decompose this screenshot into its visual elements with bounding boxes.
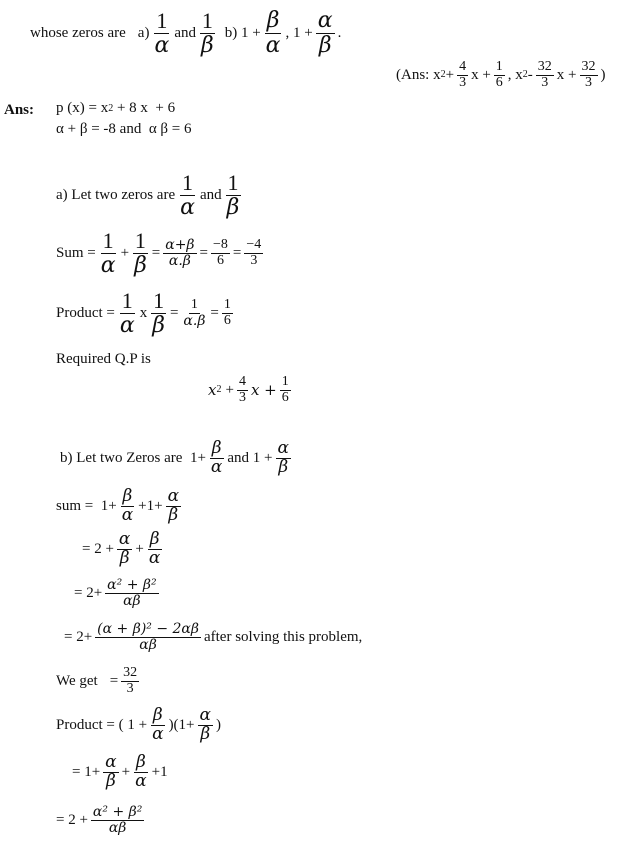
frac-1-6: $\frac{1}{6}$: [495, 58, 503, 90]
eq: =: [232, 244, 242, 261]
frac: $\frac{\beta}{\alpha}$: [135, 751, 147, 791]
pre: = 2 +: [82, 540, 114, 557]
close-paren: ): [600, 66, 606, 83]
x-plus: x +: [556, 66, 577, 83]
frac: $\frac{-4}{3}$: [246, 236, 262, 268]
frac: $\frac{1}{\alpha}$: [100, 228, 116, 278]
mid: +1+: [138, 497, 163, 514]
mid: )(1+: [168, 716, 195, 733]
x-plus: x +: [471, 66, 491, 83]
part-a-label: a): [137, 24, 150, 41]
period: .: [337, 24, 342, 41]
part-b-sum: [56, 486, 184, 526]
we-get-line: [56, 661, 142, 701]
frac: $\frac{\text{α² + β²}}{\alpha\beta}$: [92, 803, 143, 836]
part-b-intro: [60, 438, 294, 478]
frac: $\frac{1}{6}$: [223, 296, 231, 328]
sep: , x: [507, 66, 523, 83]
pre: = 1+: [72, 763, 101, 780]
fraction-beta-over-alpha: $\frac{\beta}{\alpha}$: [265, 8, 281, 58]
eq: =: [109, 672, 119, 689]
frac: $\frac{\alpha}{\beta}$: [105, 751, 117, 791]
frac: $\frac{1}{\beta}$: [152, 288, 165, 338]
eq: =: [169, 304, 179, 321]
eq: =: [199, 244, 208, 261]
ans-prefix: (Ans: x: [396, 66, 441, 83]
frac-1-alpha: $\frac{1}{\alpha}$: [180, 170, 195, 220]
required-qp: x 2 + $\frac{4}{3}$ x + $\frac{1}{6}$: [208, 373, 289, 405]
frac: $\frac{\text{(α + β)² − 2αβ}}{\alpha\beta}$: [97, 620, 199, 653]
ans-label: Ans:: [4, 102, 35, 118]
frac-4-3: $\frac{4}{3}$: [238, 373, 246, 405]
frac: $\frac{\text{α² + β²}}{\alpha\beta}$: [107, 576, 157, 609]
eq: =: [151, 244, 161, 261]
pre: = 2+: [64, 628, 93, 645]
frac: $\frac{\alpha}{\beta}$: [199, 704, 211, 744]
part-b-product-step2: [72, 752, 168, 792]
close: ): [216, 716, 221, 733]
part-a-sum: [56, 230, 266, 276]
x: x: [208, 380, 217, 399]
part-b-sum-step4: [64, 617, 362, 657]
times: x: [139, 304, 148, 321]
poly-pre: p (x) = x: [56, 100, 109, 116]
part-b-product: [56, 705, 221, 745]
frac: $\frac{\alpha}{\beta}$: [277, 437, 289, 477]
frac-32-3: $\frac{32}{3}$: [581, 58, 596, 90]
fraction-1-over-alpha: $\frac{1}{\alpha}$: [154, 8, 170, 58]
plus: +: [225, 381, 234, 398]
part-b-product-step3: [56, 800, 147, 840]
minus: -: [527, 66, 533, 83]
intro-text: b) Let two Zeros are 1+: [60, 449, 206, 466]
post: +1: [151, 763, 168, 780]
sum-label: sum = 1+: [56, 497, 117, 514]
sum-label: Sum =: [56, 244, 96, 261]
frac: $\frac{\beta}{\alpha}$: [121, 485, 134, 525]
frac: $\frac{\beta}{\alpha}$: [210, 437, 223, 477]
frac-4-3: $\frac{4}{3}$: [459, 58, 467, 90]
frac: $\frac{1}{\alpha}$: [119, 288, 135, 338]
sum-product-line: α + β = -8 and α β = 6: [56, 121, 192, 137]
frac-32-3: $\frac{32}{3}$: [537, 58, 552, 90]
pre: = 2 +: [56, 811, 88, 828]
and-text: and 1 +: [227, 449, 273, 466]
frac: $\frac{\beta}{\alpha}$: [148, 528, 161, 568]
frac: $\frac{1}{\alpha.\beta}$: [183, 296, 206, 329]
intro-text: a) Let two zeros are: [56, 186, 176, 203]
part-a-product: [56, 290, 236, 336]
frac: $\frac{-8}{6}$: [213, 236, 228, 268]
eq: =: [210, 304, 219, 321]
and-text: and: [174, 24, 196, 41]
fraction-alpha-over-beta: $\frac{\alpha}{\beta}$: [317, 8, 333, 58]
answer-hint: (Ans: x 2 + $\frac{4}{3}$ x + $\frac{1}{6}$ , x 2 - $\frac{32}{3}$ x + $\frac{32}{3}$ ): [396, 58, 606, 90]
frac-32-3: $\frac{32}{3}$: [123, 664, 138, 696]
plus: +: [120, 244, 130, 261]
frac: $\frac{\alpha+\beta}{\alpha.\beta}$: [165, 236, 195, 269]
fraction-1-over-beta: $\frac{1}{\beta}$: [200, 8, 214, 58]
part-b-label: b) 1 +: [224, 24, 261, 41]
poly-post: + 8 x + 6: [113, 100, 176, 116]
frac-1-6: $\frac{1}{6}$: [281, 373, 289, 405]
plus: +: [445, 66, 455, 83]
polynomial-line: p (x) = x 2 + 8 x + 6: [56, 100, 176, 116]
separator: , 1 +: [285, 24, 313, 41]
question-intro: whose zeros are: [30, 24, 126, 41]
part-b-sum-step2: [82, 529, 165, 569]
part-a-intro: [56, 172, 244, 218]
required-qp-label: Required Q.P is: [56, 351, 151, 367]
frac: $\frac{\alpha}{\beta}$: [167, 485, 180, 525]
post-text: after solving this problem,: [203, 628, 363, 645]
frac: $\frac{1}{\beta}$: [134, 228, 147, 278]
and-text: and: [199, 186, 222, 203]
product-label: Product = ( 1 +: [56, 716, 148, 733]
frac-1-beta: $\frac{1}{\beta}$: [226, 170, 240, 220]
plus: +: [135, 540, 144, 557]
part-b-sum-step3: [74, 573, 162, 613]
product-label: Product =: [56, 304, 115, 321]
frac: $\frac{\beta}{\alpha}$: [152, 704, 164, 744]
frac: $\frac{\alpha}{\beta}$: [118, 528, 131, 568]
question-line: [30, 8, 341, 58]
we-get: We get: [56, 672, 98, 689]
x-plus: x +: [250, 380, 277, 399]
plus: +: [121, 763, 131, 780]
pre: = 2+: [74, 584, 103, 601]
